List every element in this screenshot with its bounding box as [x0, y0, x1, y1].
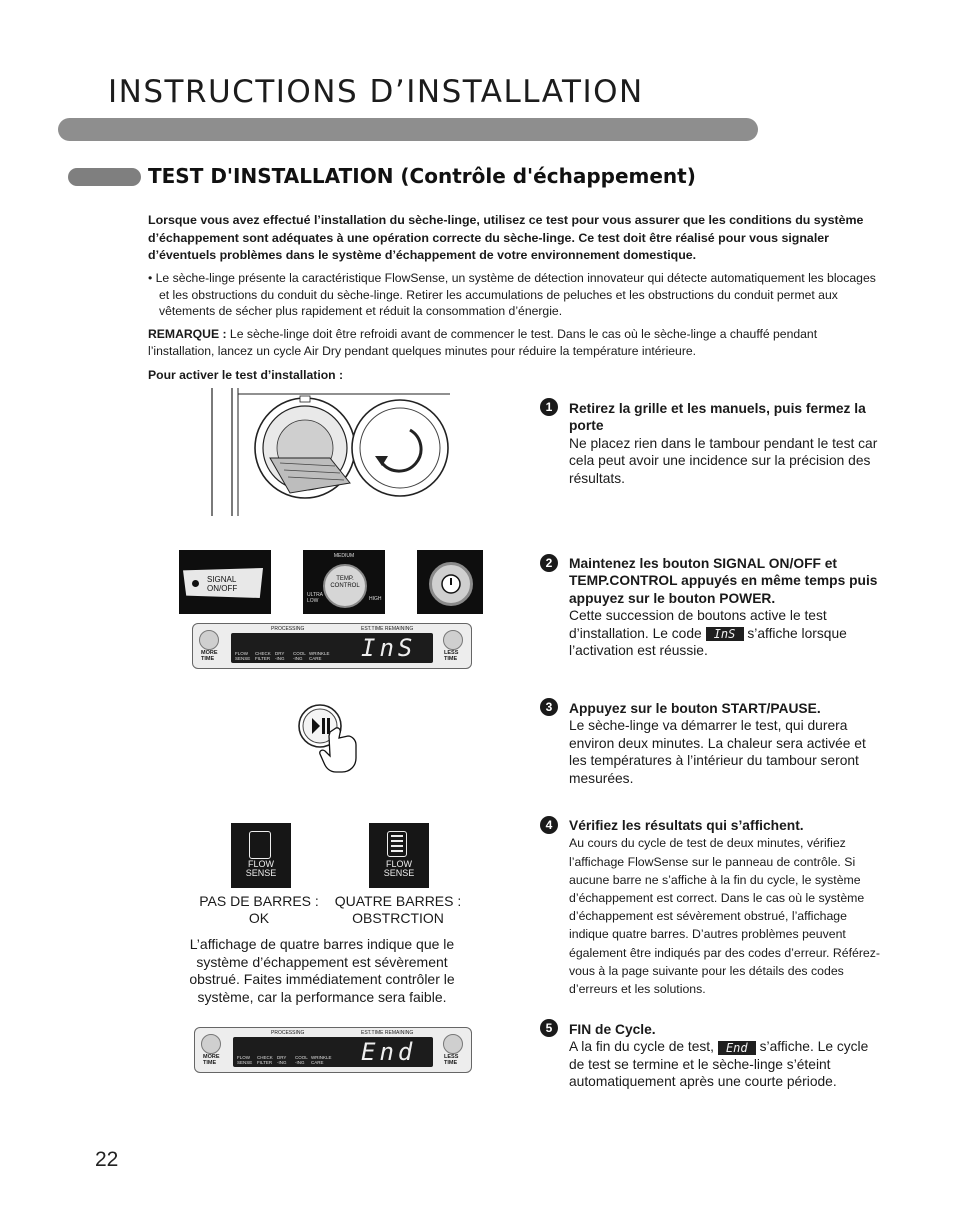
drying-label: DRY -ING	[277, 1055, 287, 1065]
four-bars-caption: QUATRE BARRES : OBSTRCTION	[334, 893, 462, 926]
step-1-text	[569, 400, 881, 487]
title-divider-bar	[58, 118, 758, 141]
step-5-number: 5	[540, 1019, 558, 1037]
time-remaining-label: EST.TIME REMAINING	[361, 1030, 414, 1036]
check-filter-label: CHECK FILTER	[257, 1055, 273, 1065]
power-icon	[440, 573, 462, 595]
time-remaining-label: EST.TIME REMAINING	[361, 626, 414, 632]
processing-label: PROCESSING	[271, 1030, 305, 1036]
step-2-text	[569, 555, 881, 659]
page-title: INSTRUCTIONS D’INSTALLATION	[108, 74, 644, 110]
step-2-number: 2	[540, 554, 558, 572]
step-3-text	[569, 700, 881, 787]
more-time-label: MORE TIME	[201, 650, 218, 662]
step-4-text	[569, 817, 881, 998]
panel-display	[231, 633, 433, 663]
four-bars-icon	[387, 831, 407, 857]
page-number: 22	[95, 1148, 119, 1171]
wrinkle-care-label: WRINKLE CARE	[311, 1055, 332, 1065]
step-2-body-end: s’affiche lorsque l’activation est réussie.	[569, 625, 847, 659]
drying-label: DRY -ING	[275, 651, 285, 661]
end-code-badge: End	[718, 1041, 756, 1055]
temp-control-label: TEMP. CONTROL	[330, 576, 360, 589]
signal-button-label: SIGNAL ON/OFF	[207, 575, 238, 593]
flowsense-bullet: • Le sèche-linge présente la caractéristique FlowSense, un système de détection innovateur qui détecte automatiquement les blocages et les obstructions du conduit du sèche-linge. Retirer les accumulations de peluches et les obstructions du conduit permet aux vêtements de sécher plus rapidement et réduit la consommation d’énergie.	[148, 271, 876, 318]
activate-label: Pour activer le test d’installation :	[148, 368, 344, 382]
lcd-readout-ins: InS	[361, 634, 417, 662]
step-3-body: Le sèche-linge va démarrer le test, qui durera environ deux minutes. La chaleur sera activée et les températures à l’intérieur du tambour seront mesurées.	[569, 718, 866, 786]
step-4-body: Au cours du cycle de test de deux minutes, vérifiez l’affichage FlowSense sur le panneau de contrôle. Si aucune barre ne s’affiche à la fin du cycle, le système d’échappement est correct. Dans le cas où le système d’échappement est sévèrement obstrué, l’affichage indique quatre barres. D’autres problèmes peuvent également être indiqués par des codes d’erreur. Référez-vous à la page suivante pour les détails des codes d’erreurs et les solutions.	[569, 836, 881, 997]
power-button-tile	[417, 550, 483, 614]
remark-text: Le sèche-linge doit être refroidi avant de commencer le test. Dans le cas où le sèche-linge a chauffé pendant l’installation, lancez un cycle Air Dry pendant quelques minutes pour réduire la température intérieure.	[148, 327, 818, 358]
less-time-label: LESS TIME	[444, 1054, 459, 1066]
no-bars-caption: PAS DE BARRES : OK	[199, 893, 319, 926]
less-time-button[interactable]	[443, 630, 463, 650]
signal-button-tile	[179, 550, 271, 614]
step-1-body: Ne placez rien dans le tambour pendant le test car cela peut avoir une incidence sur la précision des résultats.	[569, 435, 878, 486]
step-5-heading: FIN de Cycle.	[569, 1022, 656, 1037]
start-pause-press-illustration	[296, 702, 366, 776]
signal-led-icon	[192, 580, 199, 587]
step-1-heading: Retirez la grille et les manuels, puis fermez la porte	[569, 401, 866, 434]
step-3-heading: Appuyez sur le bouton START/PAUSE.	[569, 701, 821, 716]
more-time-button[interactable]	[199, 630, 219, 650]
wrinkle-care-label: WRINKLE CARE	[309, 651, 330, 661]
step-1-number: 1	[540, 398, 558, 416]
flowsense-tile-label-empty: FLOW SENSE	[245, 859, 277, 878]
four-bars-explanation: L’affichage de quatre barres indique que le système d’échappement est sévèrement obstrué. Faites immédiatement contrôler le système, car la performance sera faible.	[189, 936, 455, 1005]
remark-label: REMARQUE :	[148, 327, 227, 341]
flow-sense-label: FLOW SENSE	[237, 1055, 253, 1065]
empty-bar-icon	[249, 831, 271, 859]
step-5-body-start: A la fin du cycle de test,	[569, 1039, 718, 1055]
flowsense-four-bars-tile	[369, 823, 429, 888]
check-filter-label: CHECK FILTER	[255, 651, 271, 661]
flowsense-no-bars-tile	[231, 823, 291, 888]
high-label: HIGH	[369, 596, 382, 602]
less-time-button[interactable]	[443, 1034, 463, 1054]
dryer-open-door-illustration	[210, 388, 450, 516]
less-time-label: LESS TIME	[444, 650, 459, 662]
processing-label: PROCESSING	[271, 626, 305, 632]
control-panel-end	[194, 1027, 472, 1073]
cooling-label: COOL -ING	[293, 651, 306, 661]
step-4-number: 4	[540, 816, 558, 834]
temp-control-tile	[303, 550, 385, 614]
step-4-heading: Vérifiez les résultats qui s’affichent.	[569, 818, 804, 833]
remark-paragraph	[148, 326, 872, 360]
step-2-heading: Maintenez les bouton SIGNAL ON/OFF et TEMP.CONTROL appuyés en même temps puis appuyez sur le bouton POWER.	[569, 556, 878, 606]
section-title: TEST D'INSTALLATION (Contrôle d'échappement)	[148, 164, 696, 188]
intro-paragraph: Lorsque vous avez effectué l’installation du sèche-linge, utilisez ce test pour vous assurer que les conditions du système d’échappement sont adéquates à une opération correcte du sèche-linge. Ce test doit être réalisé pour vous signaler d’éventuels problèmes dans le système d’échappement de votre environnement domestique.	[148, 213, 864, 262]
more-time-button[interactable]	[201, 1034, 221, 1054]
step-2-body-start: Cette succession de boutons active le test d’installation. Le code	[569, 608, 827, 641]
ultra-low-label: ULTRA LOW	[307, 592, 324, 604]
more-time-label: MORE TIME	[203, 1054, 220, 1066]
step-3-number: 3	[540, 698, 558, 716]
cooling-label: COOL -ING	[295, 1055, 308, 1065]
flow-sense-label: FLOW SENSE	[235, 651, 251, 661]
control-panel-ins	[192, 623, 472, 669]
step-5-text	[569, 1021, 881, 1091]
medium-label: MEDIUM	[333, 553, 355, 559]
ins-code-badge: InS	[706, 627, 744, 641]
section-marker	[68, 168, 141, 186]
flowsense-tile-label-full: FLOW SENSE	[383, 859, 415, 878]
panel-display	[233, 1037, 433, 1067]
lcd-readout-end: End	[361, 1038, 417, 1066]
step-5-body-end: s’affiche. Le cycle de test se termine et le sèche-linge s’éteint automatiquement après une courte période.	[569, 1039, 869, 1090]
